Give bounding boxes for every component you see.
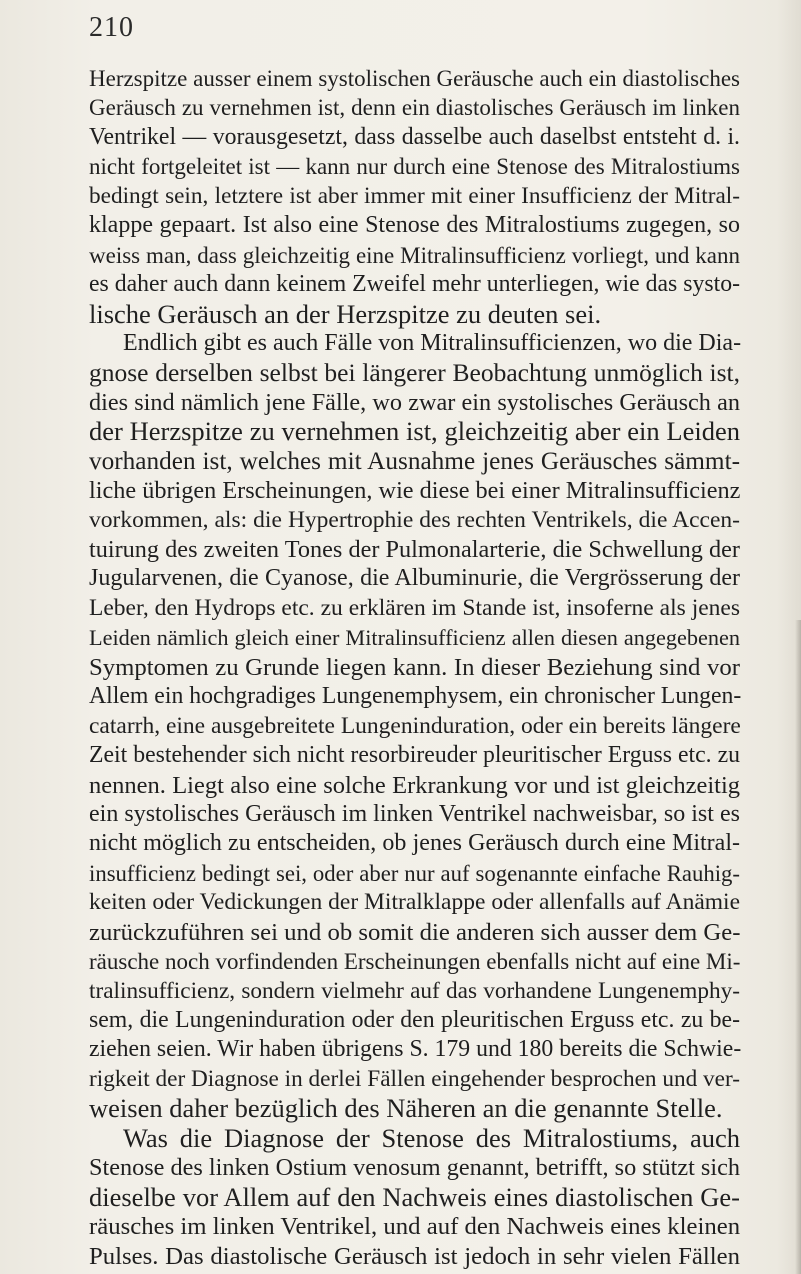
text-line: keiten oder Vedickungen der Mitralklappe oder allenfalls auf Anämie — [89, 889, 740, 916]
text-line: zurückzuführen sei und ob somit die anderen sich ausser dem Ge- — [89, 918, 741, 946]
text-line: lische Geräusch an der Herzspitze zu deuten sei. — [89, 298, 602, 329]
text-line: Was die Diagnose der Stenose des Mitralostiums, auch — [123, 1122, 740, 1153]
text-line: Zeit bestehender sich nicht resorbireuder pleuritischer Erguss etc. zu — [89, 742, 740, 769]
text-line: Geräusch zu vernehmen ist, denn ein diastolisches Geräusch im linken — [89, 95, 740, 121]
text-line: sem, die Lungeninduration oder den pleuritischen Erguss etc. zu be- — [89, 1007, 740, 1033]
text-line: weiss man, dass gleichzeitig eine Mitralinsufficienz vorliegt, und kann — [89, 242, 740, 268]
text-line: bedingt sein, letztere ist aber immer mit einer Insufficienz der Mitral- — [89, 182, 740, 209]
text-line: rigkeit der Diagnose in derlei Fällen eingehender besprochen und ver- — [89, 1065, 740, 1092]
text-line: Leber, den Hydrops etc. zu erklären im Stande ist, insoferne als jenes — [89, 594, 740, 621]
text-line: nicht fortgeleitet ist — kann nur durch eine Stenose des Mitralostiums — [89, 154, 740, 180]
text-line: vorkommen, als: die Hypertrophie des rechten Ventrikels, die Accen- — [89, 506, 740, 533]
text-line: liche übrigen Erscheinungen, wie diese bei einer Mitralinsufficienz — [89, 477, 741, 505]
text-line: ein systolisches Geräusch im linken Ventrikel nachweisbar, so ist es — [89, 800, 740, 827]
text-line: Endlich gibt es auch Fälle von Mitralinsufficienzen, wo die Dia- — [123, 329, 742, 356]
text-line: der Herzspitze zu vernehmen ist, gleichzeitig aber ein Leiden — [89, 416, 740, 447]
text-line: räusches im linken Ventrikel, und auf den Nachweis eines kleinen — [89, 1213, 741, 1241]
text-line: ziehen seien. Wir haben übrigens S. 179 und 180 bereits die Schwie- — [89, 1036, 742, 1063]
text-line: Herzspitze ausser einem systolischen Geräusche auch ein diastolisches — [89, 66, 740, 91]
text-line: vorhanden ist, welches mit Ausnahme jenes Geräusches sämmt- — [89, 446, 740, 475]
text-line: catarrh, eine ausgebreitete Lungeninduration, oder ein bereits längere — [89, 712, 741, 739]
text-line: nennen. Liegt also eine solche Erkrankung vor und ist gleichzeitig — [89, 771, 740, 799]
text-line: es daher auch dann keinem Zweifel mehr unterliegen, wie das systo- — [89, 271, 740, 298]
page-edge-shadow — [795, 620, 801, 1274]
text-line: räusche noch vorfindenden Erscheinungen ebenfalls nicht auf eine Mi- — [89, 949, 741, 975]
text-line: weisen daher bezüglich des Näheren an die genannte Stelle. — [89, 1093, 723, 1124]
text-line: klappe gepaart. Ist also eine Stenose des Mitralostiums zugegen, so — [89, 212, 740, 239]
text-line: nicht möglich zu entscheiden, ob jenes Geräusch durch eine Mitral- — [89, 830, 740, 857]
body-text — [89, 64, 740, 1271]
text-line: dieselbe vor Allem auf den Nachweis eines diastolischen Ge- — [89, 1181, 740, 1212]
text-line: Leiden nämlich gleich einer Mitralinsufficienz allen diesen angegebenen — [89, 625, 740, 651]
text-line: Symptomen zu Grunde liegen kann. In dieser Beziehung sind vor — [89, 653, 740, 681]
text-line: insufficienz bedingt sei, oder aber nur auf sogenannte einfache Rauhig- — [89, 860, 740, 886]
text-line: dies sind nämlich jene Fälle, wo zwar ein systolisches Geräusch an — [89, 388, 740, 416]
text-line: Jugularvenen, die Cyanose, die Albuminurie, die Vergrösserung der — [89, 565, 740, 592]
text-line: Ventrikel — vorausgesetzt, dass dasselbe auch daselbst entsteht d. i. — [89, 123, 740, 150]
text-line: gnose derselben selbst bei längerer Beobachtung unmöglich ist, — [89, 358, 740, 388]
text-line: tralinsufficienz, sondern vielmehr auf das vorhandene Lungenemphy- — [89, 977, 740, 1004]
text-line: Pulses. Das diastolische Geräusch ist jedoch in sehr vielen Fällen — [89, 1242, 740, 1270]
text-line: tuirung des zweiten Tones der Pulmonalarterie, die Schwellung der — [89, 536, 740, 563]
text-line: Stenose des linken Ostium venosum genannt, betrifft, so stützt sich — [89, 1154, 740, 1182]
page-number: 210 — [89, 12, 134, 43]
text-line: Allem ein hochgradiges Lungenemphysem, ein chronischer Lungen- — [89, 683, 742, 710]
